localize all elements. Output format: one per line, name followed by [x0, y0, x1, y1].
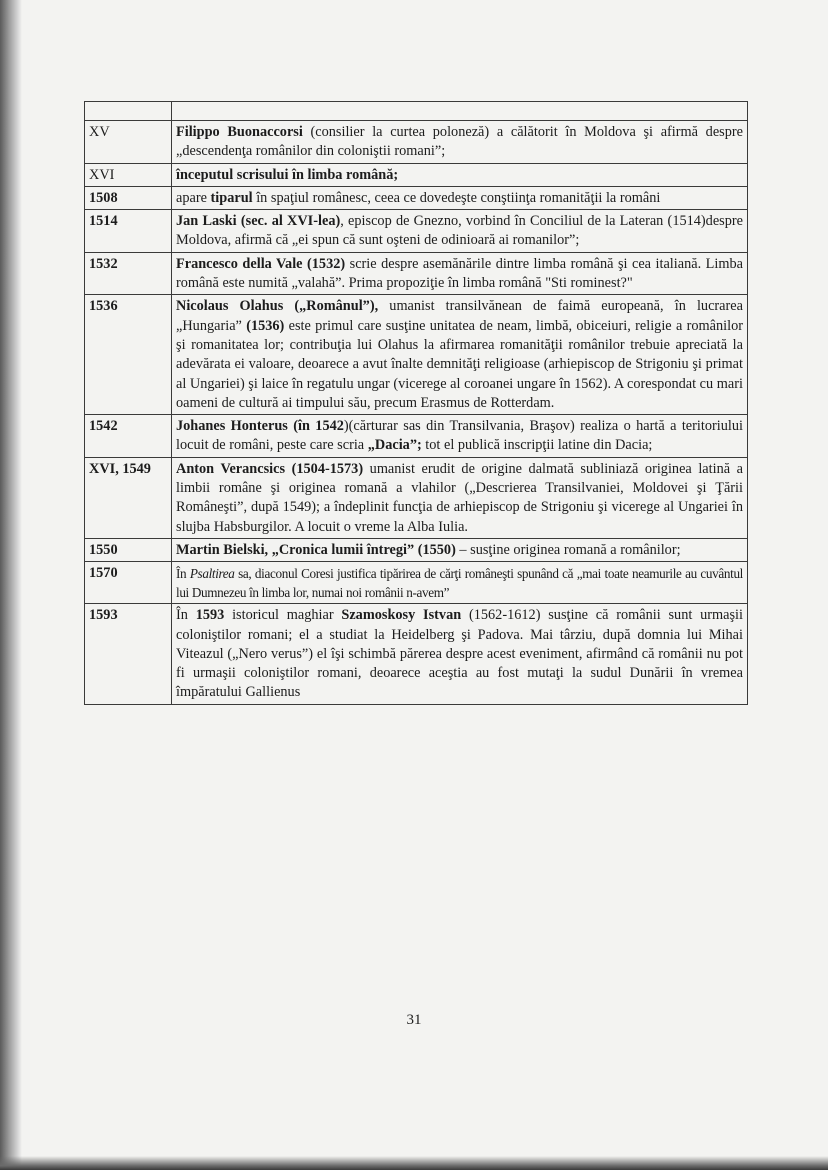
spacer-cell-year [85, 102, 172, 121]
text-segment: tot el publică inscripţii latine din Dacia; [421, 437, 653, 454]
table-row [85, 186, 748, 209]
text-segment: , episcop de Gnezno, vorbind în Conciliul de la Lateran (1514)despre Moldova, afirmă că „ei spun că sunt oşteni de odinioară ai romanilor”; [176, 213, 743, 249]
bold-text: Anton Verancsics (1504-1573) [176, 460, 364, 477]
year-cell: 1570 [85, 562, 172, 604]
description-cell [172, 186, 748, 209]
description-cell [172, 562, 748, 604]
text-segment: umanist erudit de origine dalmată subliniază originea latină a limbii române şi originea romană a vlahilor („Descrierea Transilvaniei, Moldovei şi Ţării Româneşti”, după 1549); a îndeplinit funcţia de arhiepiscop de Strigoniu şi vicerege al Ungariei în slujba Habsburgilor. A locuit o vreme la Alba Iulia. [176, 460, 744, 535]
page-gutter-shadow [0, 0, 22, 1170]
description-cell [172, 252, 748, 295]
description-cell [172, 121, 748, 164]
year-cell: 1550 [85, 538, 172, 561]
bold-text: Johanes Honterus (în 1542 [176, 418, 344, 435]
year-cell: XVI [85, 163, 172, 186]
chronology-table [84, 101, 748, 705]
table-row [85, 562, 748, 604]
bold-text: (1536) [246, 317, 285, 334]
description-cell [172, 604, 748, 704]
table-row [85, 210, 748, 253]
text-segment: În [176, 607, 196, 624]
table-row [85, 295, 748, 415]
bold-text: începutul scrisului în limba română; [176, 166, 399, 183]
bold-text: 1593 [195, 607, 225, 624]
page-number: 31 [406, 1012, 422, 1028]
table-row [85, 121, 748, 164]
text-segment: (1562-1612) susţine că românii sunt urmaşii coloniştilor romani; el a studiat la Heidelberg şi Padova. Mai târziu, după domnia lui Mihai Viteazul („Nero verus”) el îşi schimbă părerea despre acest eveniment, afirmând că românii nu pot fi urmaşii coloniştilor romani, deoarece aceştia au fost mutaţi la sudul Dunării în vremea împăratului Gallienus [176, 607, 743, 701]
description-cell [172, 415, 748, 458]
bold-text: Martin Bielski, „Cronica lumii întregi” (1550) [176, 541, 456, 558]
text-segment: – susţine originea romană a românilor; [455, 541, 681, 558]
year-cell: 1532 [85, 252, 172, 295]
bold-text: Szamoskosy Istvan [341, 607, 462, 624]
bold-text: Nicolaus Olahus („Românul”), [176, 298, 379, 315]
spacer-cell-desc [172, 102, 748, 121]
bold-text: Filippo Buonaccorsi [176, 124, 303, 140]
table-row [85, 538, 748, 561]
description-cell [172, 457, 748, 538]
year-cell: 1536 [85, 295, 172, 415]
description-cell [172, 210, 748, 253]
bold-text: Jan Laski (sec. al XVI-lea) [176, 213, 341, 230]
description-cell [172, 163, 748, 186]
description-cell [172, 538, 748, 561]
text-segment: istoricul maghiar [224, 607, 342, 624]
text-segment: scrie despre asemănările dintre limba română şi cea italiană. Limba română este numită „valahă”. Prima propoziţie în limba română "Sti rominest?" [176, 255, 743, 292]
description-cell [172, 295, 748, 415]
bold-text: „Dacia”; [367, 437, 422, 454]
table-row [85, 163, 748, 186]
year-cell: XV [85, 121, 172, 164]
text-segment: în spaţiul românesc, ceea ce dovedeşte conştiinţa romanităţii la români [252, 189, 661, 206]
text-segment: (consilier la curtea poloneză) a călătorit în Moldova şi afirmă despre „descendenţa românilor din coloniştii romani”; [176, 124, 743, 160]
year-cell: XVI, 1549 [85, 457, 172, 538]
table-row [85, 604, 748, 704]
text-segment: )(cărturar sas din Transilvania, Braşov) realiza o hartă a teritoriului locuit de români, peste care scria [176, 418, 743, 454]
table-row [85, 457, 748, 538]
page-bottom-shadow [0, 1156, 828, 1170]
text-segment: În [176, 566, 190, 582]
text-segment: apare [176, 189, 211, 206]
table-row [85, 252, 748, 295]
text-segment: umanist transilvănean de faimă europeană, în lucrarea „Hungaria” [176, 298, 743, 334]
year-cell: 1514 [85, 210, 172, 253]
italic-text: Psaltirea [189, 566, 235, 582]
bold-text: tiparul [210, 189, 253, 206]
year-cell: 1542 [85, 415, 172, 458]
table-row [85, 415, 748, 458]
text-segment: sa, diaconul Coresi justifica tipărirea de cărţi româneşti spunând că „mai toate neamurile au cuvântul lui Dumnezeu în limba lor, numai noi românii n-avem” [176, 566, 743, 601]
bold-text: Francesco della Vale (1532) [176, 255, 346, 272]
year-cell: 1508 [85, 186, 172, 209]
year-cell: 1593 [85, 604, 172, 704]
table-body [85, 102, 748, 705]
table-header-spacer-row [85, 102, 748, 121]
text-segment: este primul care susţine unitatea de neam, limbă, obiceiuri, religie a românilor şi romanitatea lor; contribuţia lui Olahus la afirmarea romanităţii românilor trebuie apreciată la adevărata ei valoare, deoarece a avut înalte demnităţi religioase (arhiepiscop de Strigoniu şi primat al Ungariei) şi laice în regatulu ungar (vicerege al coroanei ungare în 1562). A corespondat cu mari oameni de cultură ai timpului său, precum Erasmus de Rotterdam. [176, 317, 743, 411]
